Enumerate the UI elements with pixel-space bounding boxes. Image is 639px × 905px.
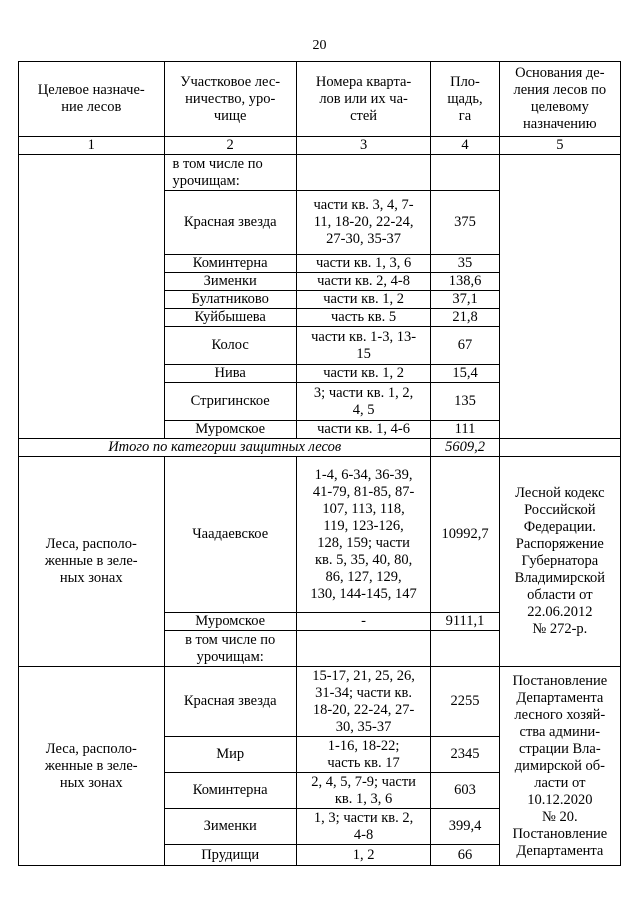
- tract-name: Зименки: [164, 273, 296, 291]
- purpose-cell: Леса, располо- женные в зеле- ных зонах: [19, 457, 165, 667]
- area-cell: 399,4: [431, 809, 499, 845]
- column-number: 2: [164, 137, 296, 155]
- category-total-label: Итого по категории защитных лесов: [19, 439, 431, 457]
- tract-name: Красная звезда: [164, 667, 296, 737]
- quarters-cell: части кв. 1, 2: [296, 291, 431, 309]
- tract-name: Нива: [164, 365, 296, 383]
- area-cell: 2255: [431, 667, 499, 737]
- table-row: [19, 62, 621, 137]
- area-cell: 21,8: [431, 309, 499, 327]
- area-cell: 10992,7: [431, 457, 499, 613]
- column-header: Пло- щадь, га: [431, 62, 499, 137]
- area-cell: 9111,1: [431, 613, 499, 631]
- basis-cell: Постановление Департамента лесного хозяй- ства админи- страции Вла- димирской об- ласти от 10.12.2020 № 20. Постановление Департамента: [499, 667, 620, 866]
- tract-name: Коминтерна: [164, 773, 296, 809]
- category-total-area: 5609,2: [431, 439, 499, 457]
- area-cell: 135: [431, 383, 499, 421]
- forest-purpose-table: [18, 61, 621, 866]
- area-cell: 375: [431, 191, 499, 255]
- area-cell: [431, 155, 499, 191]
- column-number: 1: [19, 137, 165, 155]
- area-cell: 35: [431, 255, 499, 273]
- quarters-cell: части кв. 2, 4-8: [296, 273, 431, 291]
- quarters-cell: части кв. 1, 4-6: [296, 421, 431, 439]
- quarters-cell: 1, 3; части кв. 2, 4-8: [296, 809, 431, 845]
- tract-name: Прудищи: [164, 845, 296, 866]
- area-cell: 37,1: [431, 291, 499, 309]
- area-cell: 15,4: [431, 365, 499, 383]
- tract-name: Колос: [164, 327, 296, 365]
- subheading: в том числе по урочищам:: [164, 155, 296, 191]
- column-number: 5: [499, 137, 620, 155]
- quarters-cell: 3; части кв. 1, 2, 4, 5: [296, 383, 431, 421]
- column-number: 4: [431, 137, 499, 155]
- quarters-cell: 1-4, 6-34, 36-39, 41-79, 81-85, 87- 107, 113, 118, 119, 123-126, 128, 159; части кв. 5, 35, 40, 80, 86, 127, 129, 130, 144-145, 147: [296, 457, 431, 613]
- area-cell: 138,6: [431, 273, 499, 291]
- quarters-cell: части кв. 3, 4, 7- 11, 18-20, 22-24, 27-30, 35-37: [296, 191, 431, 255]
- column-header: Целевое назначе- ние лесов: [19, 62, 165, 137]
- tract-name: Куйбышева: [164, 309, 296, 327]
- quarters-cell: [296, 155, 431, 191]
- tract-name: Коминтерна: [164, 255, 296, 273]
- tract-name: Мир: [164, 737, 296, 773]
- quarters-cell: 1, 2: [296, 845, 431, 866]
- tract-name: Муромское: [164, 613, 296, 631]
- purpose-cell: Леса, располо- женные в зеле- ных зонах: [19, 667, 165, 866]
- quarters-cell: часть кв. 5: [296, 309, 431, 327]
- tract-name: Булатниково: [164, 291, 296, 309]
- quarters-cell: части кв. 1-3, 13- 15: [296, 327, 431, 365]
- table-row: [19, 137, 621, 155]
- tract-name: Муромское: [164, 421, 296, 439]
- table-row: [19, 457, 621, 613]
- tract-name: Чаадаевское: [164, 457, 296, 613]
- basis-cell: [499, 439, 620, 457]
- page-number: 20: [312, 38, 327, 53]
- quarters-cell: части кв. 1, 3, 6: [296, 255, 431, 273]
- area-cell: 111: [431, 421, 499, 439]
- basis-cell: Лесной кодекс Российской Федерации. Распоряжение Губернатора Владимирской области от 22.06.2012 № 272-р.: [499, 457, 620, 667]
- column-header: Номера кварта- лов или их ча- стей: [296, 62, 431, 137]
- quarters-cell: 15-17, 21, 25, 26, 31-34; части кв. 18-20, 22-24, 27- 30, 35-37: [296, 667, 431, 737]
- quarters-cell: части кв. 1, 2: [296, 365, 431, 383]
- area-cell: 66: [431, 845, 499, 866]
- table-row: [19, 155, 621, 191]
- subheading: в том числе по урочищам:: [164, 631, 296, 667]
- basis-cell: [499, 155, 620, 439]
- tract-name: Красная звезда: [164, 191, 296, 255]
- column-header: Основания де- ления лесов по целевому назначению: [499, 62, 620, 137]
- quarters-cell: -: [296, 613, 431, 631]
- quarters-cell: 2, 4, 5, 7-9; части кв. 1, 3, 6: [296, 773, 431, 809]
- area-cell: 2345: [431, 737, 499, 773]
- tract-name: Стригинское: [164, 383, 296, 421]
- table-row: [19, 439, 621, 457]
- area-cell: [431, 631, 499, 667]
- table-row: [19, 667, 621, 737]
- area-cell: 603: [431, 773, 499, 809]
- quarters-cell: [296, 631, 431, 667]
- purpose-cell: [19, 155, 165, 439]
- column-header: Участковое лес- ничество, уро- чище: [164, 62, 296, 137]
- column-number: 3: [296, 137, 431, 155]
- area-cell: 67: [431, 327, 499, 365]
- quarters-cell: 1-16, 18-22; часть кв. 17: [296, 737, 431, 773]
- tract-name: Зименки: [164, 809, 296, 845]
